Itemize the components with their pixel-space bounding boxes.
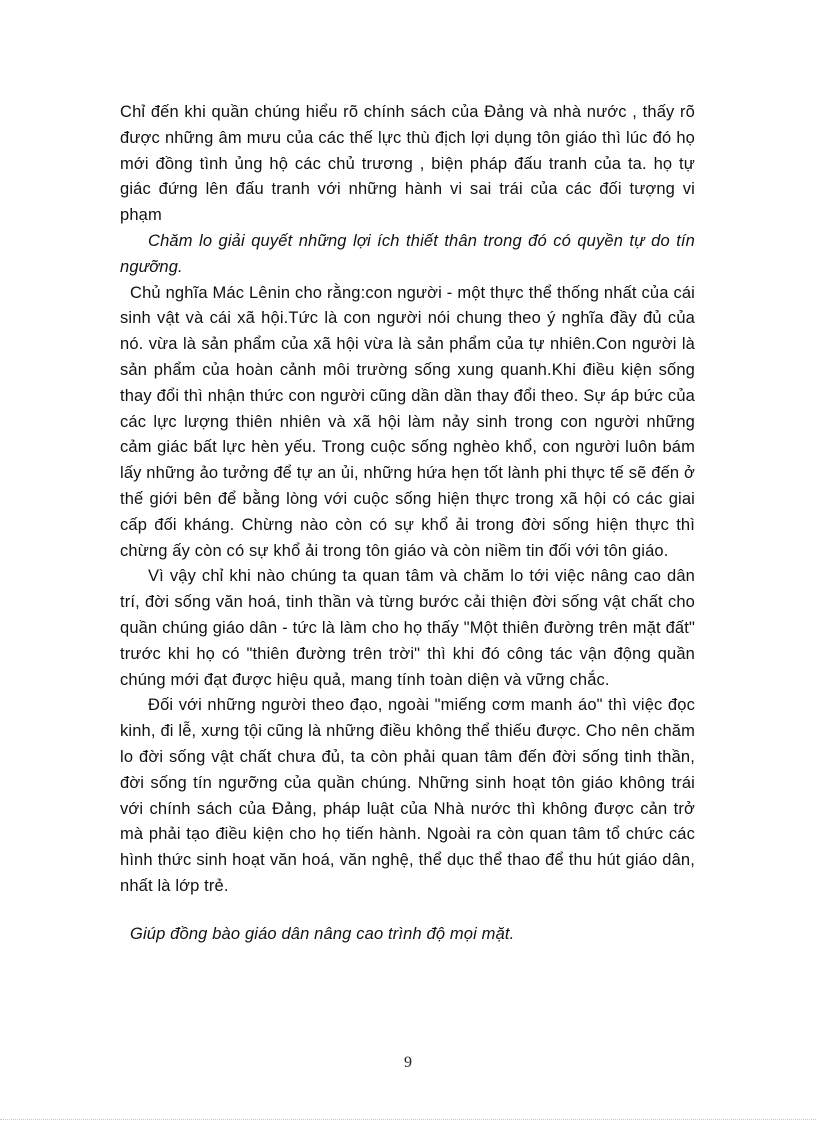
section-heading-cham-lo: Chăm lo giải quyết những lợi ích thiết thân trong đó có quyền tự do tín ngưỡng.	[120, 231, 695, 276]
section-heading-giup-dong-bao: Giúp đồng bào giáo dân nâng cao trình độ mọi mặt.	[130, 924, 515, 943]
paragraph-vi-vay: Vì vậy chỉ khi nào chúng ta quan tâm và chăm lo tới việc nâng cao dân trí, đời sống văn hoá, tinh thần và từng bước cải thiện đời sống vật chất cho quần chúng giáo dân - tức là làm cho họ thấy "Một thiên đường trên mặt đất" trước khi họ có "thiên đường trên trời" thì khi đó công tác vận động quần chúng mới đạt được hiệu quả, mang tính toàn diện và vững chắc.	[120, 567, 695, 689]
paragraph-spacer	[120, 900, 695, 922]
page-number: 9	[404, 1054, 412, 1071]
paragraph-doi-voi: Đối với những người theo đạo, ngoài "miếng cơm manh áo" thì việc đọc kinh, đi lễ, xưng tội cũng là những điều không thể thiếu được. Cho nên chăm lo đời sống vật chất chưa đủ, ta còn phải quan tâm đến đời sống tinh thần, đời sống tín ngưỡng của quần chúng. Những sinh hoạt tôn giáo không trái với chính sách của Đảng, pháp luật của Nhà nước thì không được cản trở mà phải tạo điều kiện cho họ tiến hành. Ngoài ra còn quan tâm tổ chức các hình thức sinh hoạt văn hoá, văn nghệ, thể dục thể thao để thu hút giáo dân, nhất là lớp trẻ.	[120, 696, 695, 895]
page-bottom-border	[0, 1119, 816, 1120]
paragraph-intro: Chỉ đến khi quần chúng hiểu rõ chính sách của Đảng và nhà nước , thấy rõ được những âm mưu của các thế lực thù địch lợi dụng tôn giáo thì lúc đó họ mới đồng tình ủng hộ các chủ trương , biện pháp đấu tranh của ta. họ tự giác đứng lên đấu tranh với những hành vi sai trái của các đối tượng vi phạm	[120, 103, 695, 225]
paragraph-marx-lenin: Chủ nghĩa Mác Lênin cho rằng:con người - một thực thể thống nhất của cái sinh vật và cái xã hội.Tức là con người nói chung theo ý nghĩa đầy đủ của nó. vừa là sản phẩm của xã hội vừa là sản phẩm của tự nhiên.Con người là sản phẩm của hoàn cảnh môi trường sống xung quanh.Khi điều kiện sống thay đổi thì nhận thức con người cũng dần dần thay đổi theo. Sự áp bức của các lực lượng thiên nhiên và xã hội làm nảy sinh trong con người những cảm giác bất lực hèn yếu. Trong cuộc sống nghèo khổ, con người luôn bám lấy những ảo tưởng để tự an ủi, những hứa hẹn tốt lành phi thực tế sẽ đến ở thế giới bên để bằng lòng với cuộc sống hiện thực trong xã hội có các giai cấp đối kháng. Chừng nào còn có sự khổ ải trong đời sống hiện thực thì chừng ấy còn có sự khổ ải trong tôn giáo và còn niềm tin đối với tôn giáo.	[120, 283, 695, 560]
document-body	[120, 100, 695, 948]
